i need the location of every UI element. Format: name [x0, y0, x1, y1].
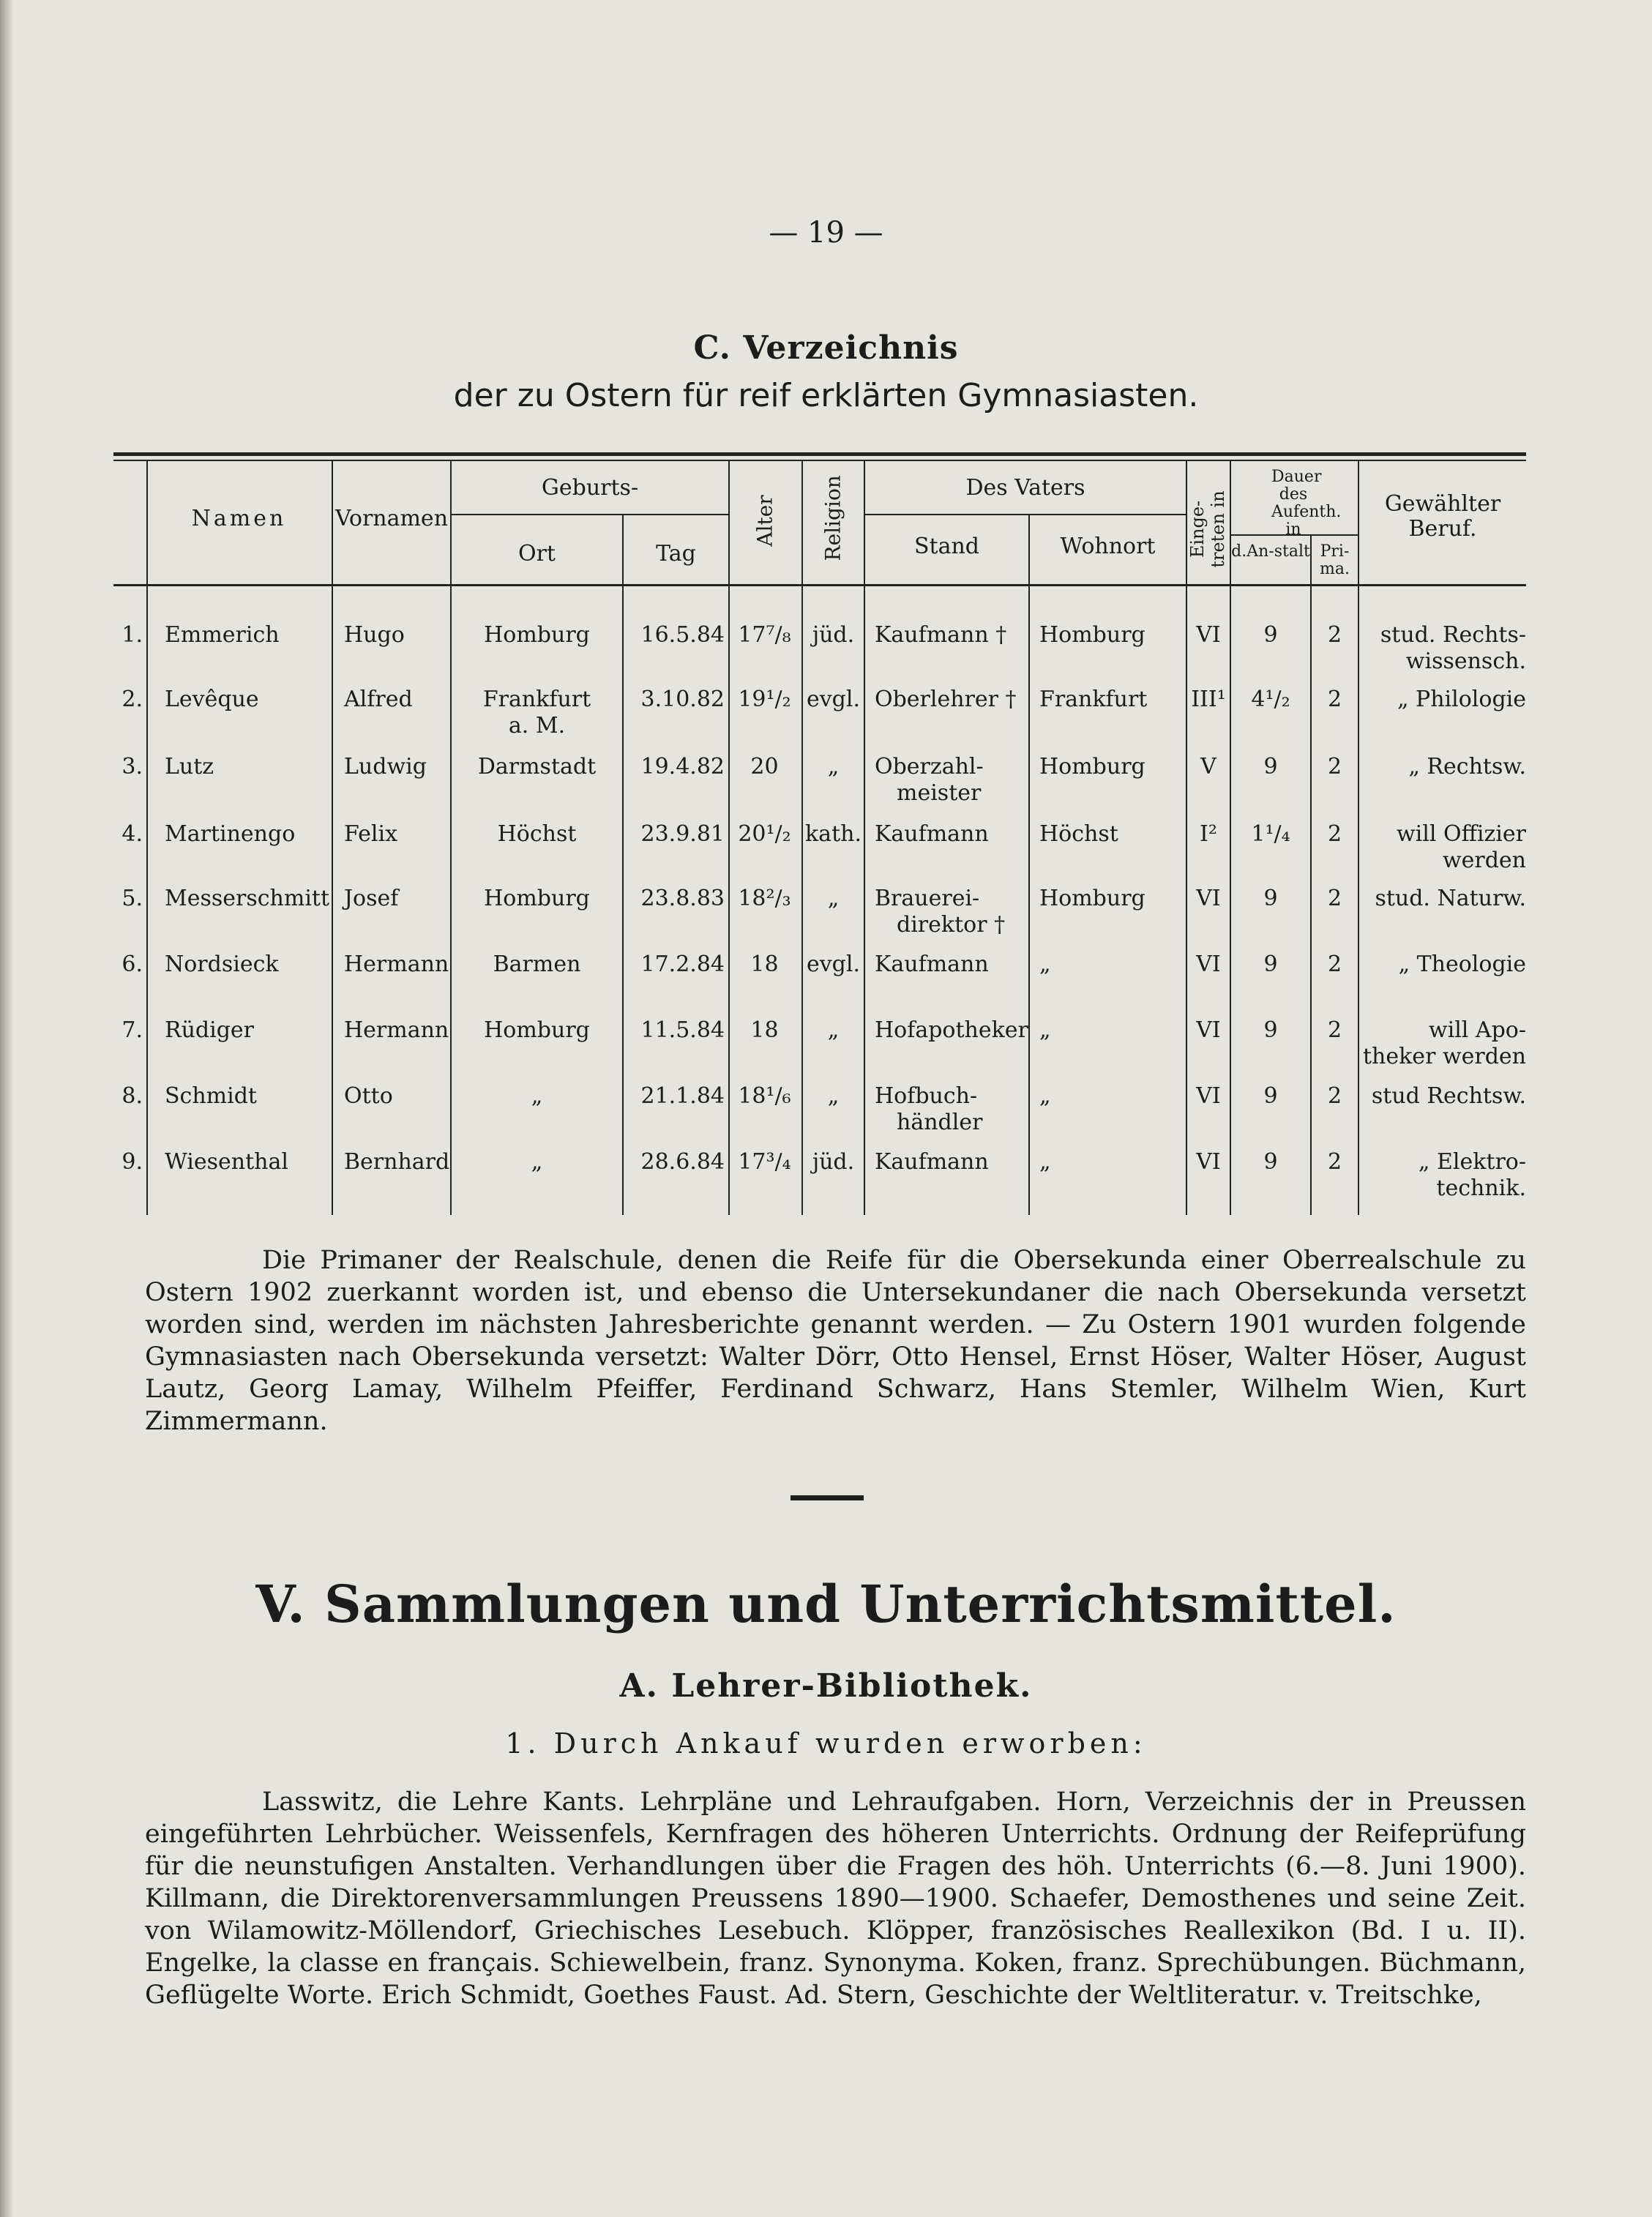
cell-beruf: „ Elektro-	[1418, 1149, 1526, 1175]
cell-religion: kath.	[805, 821, 861, 847]
cell-beruf: will Apo-	[1428, 1017, 1526, 1043]
cell-alter: 18²/₃	[738, 886, 791, 911]
cell-name: Lutz	[165, 754, 214, 779]
cell-stand: Brauerei-	[875, 886, 980, 911]
cell-prima: 2	[1327, 1149, 1342, 1175]
cell-name: Schmidt	[165, 1083, 257, 1109]
cell-beruf2: werden	[1442, 848, 1526, 873]
realschule-paragraph	[145, 1244, 1526, 1438]
header-prima: Pri-ma.	[1320, 542, 1350, 578]
cell-stand: Kaufmann	[875, 821, 989, 847]
cell-nr: 3.	[122, 754, 143, 779]
cell-eingetreten: VI	[1196, 1149, 1221, 1175]
cell-anstalt: 9	[1263, 1083, 1278, 1109]
cell-tag: 3.10.82	[640, 687, 725, 712]
realschule-text: Die Primaner der Realschule, denen die Reife für die Obersekunda einer Oberrealschule zu Ostern 1902 zuerkannt worden ist, und ebenso die Untersekundaner die nach Obersekunda versetzt worden sind, werden im nächsten Jahresberichte genannt werden. — Zu Ostern 1901 wurden folgende Gymnasiasten nach Obersekunda versetzt: Walter Dörr, Otto Hensel, Ernst Höser, Walter Höser, August Lautz, Georg Lamay, Wilhelm Pfeiffer, Ferdinand Schwarz, Hans Stemler, Wilhelm Wien, Kurt Zimmermann.	[145, 1246, 1526, 1436]
cell-beruf2: technik.	[1436, 1175, 1526, 1201]
cell-prima: 2	[1327, 687, 1342, 712]
cell-stand: Kaufmann	[875, 952, 989, 977]
cell-alter: 18¹/₆	[738, 1083, 791, 1109]
cell-stand: Hofapotheker	[875, 1017, 1028, 1043]
page-number: — 19 —	[769, 216, 883, 250]
header-dauer: Dauer des Aufenth. in	[1271, 468, 1342, 539]
header-geburts: Geburts-	[541, 475, 639, 501]
cell-tag: 17.2.84	[640, 952, 725, 977]
geburts-sub-rule	[450, 514, 728, 515]
cell-beruf: „ Rechtsw.	[1408, 754, 1526, 779]
cell-anstalt: 9	[1263, 1149, 1278, 1175]
cell-alter: 19¹/₂	[738, 687, 791, 712]
cell-tag: 16.5.84	[640, 622, 725, 648]
header-tag: Tag	[656, 541, 696, 567]
cell-eingetreten: V	[1200, 754, 1216, 779]
header-ort: Ort	[518, 541, 556, 567]
cell-tag: 11.5.84	[640, 1017, 725, 1043]
cell-vorname: Ludwig	[344, 754, 427, 779]
cell-nr: 8.	[122, 1083, 143, 1109]
cell-stand2: meister	[897, 780, 982, 806]
cell-tag: 23.9.81	[640, 821, 725, 847]
col-line	[146, 461, 148, 1215]
cell-beruf2: theker werden	[1363, 1044, 1526, 1069]
cell-religion: „	[827, 886, 840, 911]
header-wohnort: Wohnort	[1060, 534, 1156, 559]
cell-religion: jüd.	[812, 622, 855, 648]
cell-religion: „	[827, 1083, 840, 1109]
cell-anstalt: 9	[1263, 886, 1278, 911]
cell-vorname: Hermann	[344, 952, 449, 977]
cell-beruf: „ Theologie	[1398, 952, 1526, 977]
cell-name: Rüdiger	[165, 1017, 255, 1043]
cell-wohnort: „	[1039, 1017, 1051, 1043]
cell-anstalt: 4¹/₂	[1251, 687, 1290, 712]
table-top-rule	[113, 452, 1526, 456]
cell-ort: Darmstadt	[477, 754, 597, 779]
cell-wohnort: „	[1039, 952, 1051, 977]
header-des-vaters: Des Vaters	[965, 475, 1085, 501]
cell-wohnort: Homburg	[1039, 754, 1145, 779]
cell-anstalt: 9	[1263, 952, 1278, 977]
header-religion: Religion	[821, 475, 845, 561]
cell-eingetreten: VI	[1196, 1017, 1221, 1043]
header-stand: Stand	[913, 534, 980, 559]
cell-ort: Homburg	[484, 622, 590, 648]
cell-vorname: Hugo	[344, 622, 405, 648]
cell-vorname: Felix	[344, 821, 398, 847]
cell-ort2: a. M.	[508, 713, 566, 739]
cell-beruf: will Offizier	[1397, 821, 1526, 847]
cell-ort: „	[531, 1083, 543, 1109]
cell-wohnort: Frankfurt	[1039, 687, 1148, 712]
cell-wohnort: Homburg	[1039, 622, 1145, 648]
cell-eingetreten: VI	[1196, 952, 1221, 977]
section-subtitle: der zu Ostern für reif erklärten Gymnasiasten.	[453, 377, 1199, 414]
cell-ort: Homburg	[484, 886, 590, 911]
header-d-anstalt: d.An-stalt	[1231, 542, 1310, 561]
cell-tag: 23.8.83	[640, 886, 725, 911]
cell-stand: Hofbuch-	[875, 1083, 978, 1109]
table-header-rule	[113, 584, 1526, 586]
cell-eingetreten: VI	[1196, 886, 1221, 911]
cell-nr: 1.	[122, 622, 143, 648]
cell-nr: 2.	[122, 687, 143, 712]
header-vornamen: Vornamen	[334, 506, 449, 531]
cell-name: Nordsieck	[165, 952, 279, 977]
cell-tag: 28.6.84	[640, 1149, 725, 1175]
cell-alter: 17⁷/₈	[738, 622, 791, 648]
cell-wohnort: Homburg	[1039, 886, 1145, 911]
cell-alter: 20	[750, 754, 779, 779]
cell-anstalt: 9	[1263, 754, 1278, 779]
cell-name: Wiesenthal	[165, 1149, 288, 1175]
acquisitions-paragraph	[145, 1786, 1526, 2011]
cell-anstalt: 9	[1263, 622, 1278, 648]
col-line	[332, 461, 333, 1215]
section-divider	[791, 1495, 864, 1500]
cell-ort: Frankfurt	[482, 687, 591, 712]
cell-tag: 21.1.84	[640, 1083, 725, 1109]
cell-nr: 5.	[122, 886, 143, 911]
cell-beruf2: wissensch.	[1405, 648, 1526, 674]
cell-stand: Kaufmann	[875, 1149, 989, 1175]
header-eingetreten: Einge-treten in	[1187, 490, 1228, 568]
cell-nr: 4.	[122, 821, 143, 847]
cell-alter: 20¹/₂	[738, 821, 791, 847]
cell-nr: 6.	[122, 952, 143, 977]
cell-anstalt: 1¹/₄	[1251, 821, 1290, 847]
cell-eingetreten: VI	[1196, 1083, 1221, 1109]
cell-stand2: händler	[897, 1110, 983, 1135]
cell-alter: 17³/₄	[738, 1149, 791, 1175]
cell-anstalt: 9	[1263, 1017, 1278, 1043]
cell-nr: 9.	[122, 1149, 143, 1175]
cell-nr: 7.	[122, 1017, 143, 1043]
cell-name: Messerschmitt	[165, 886, 330, 911]
cell-ort: „	[531, 1149, 543, 1175]
cell-stand2: direktor †	[897, 912, 1006, 938]
header-alter: Alter	[752, 495, 777, 547]
cell-prima: 2	[1327, 1017, 1342, 1043]
cell-stand: Kaufmann †	[875, 622, 1007, 648]
cell-vorname: Hermann	[344, 1017, 449, 1043]
cell-eingetreten: I²	[1200, 821, 1217, 847]
main-heading: V. Sammlungen und Unterrichtsmittel.	[255, 1574, 1397, 1634]
vaters-sub-rule	[864, 514, 1186, 515]
acquisitions-text: Lasswitz, die Lehre Kants. Lehrpläne und Lehraufgaben. Horn, Verzeichnis der in Preussen eingeführten Lehrbücher. Weissenfels, Kernfragen des höheren Unterrichts. Ordnung der Reifeprüfung für die neunstufigen Anstalten. Verhandlungen über die Fragen des höh. Unterrichts (6.—8. Juni 1900). Killmann, die Direktorenversammlungen Preussens 1890—1900. Schaefer, Demosthenes und seine Zeit. von Wilamowitz-Möllendorf, Griechisches Lesebuch. Klöpper, französisches Reallexikon (Bd. I u. II). Engelke, la classe en français. Schiewelbein, franz. Synonyma. Koken, franz. Sprechübungen. Büchmann, Geflügelte Worte. Erich Schmidt, Goethes Faust. Ad. Stern, Geschichte der Weltliteratur. v. Treitschke,	[145, 1787, 1526, 2010]
cell-vorname: Otto	[344, 1083, 393, 1109]
col-line	[864, 461, 865, 1215]
cell-prima: 2	[1327, 821, 1342, 847]
cell-ort: Homburg	[484, 1017, 590, 1043]
col-line	[1358, 461, 1359, 1215]
cell-religion: „	[827, 754, 840, 779]
cell-beruf: stud. Rechts-	[1380, 622, 1526, 648]
cell-wohnort: Höchst	[1039, 821, 1118, 847]
cell-alter: 18	[750, 1017, 779, 1043]
cell-name: Levêque	[165, 687, 259, 712]
header-namen: Namen	[191, 506, 287, 531]
cell-wohnort: „	[1039, 1083, 1051, 1109]
cell-alter: 18	[750, 952, 779, 977]
cell-prima: 2	[1327, 1083, 1342, 1109]
cell-beruf: „ Philologie	[1397, 687, 1526, 712]
cell-prima: 2	[1327, 952, 1342, 977]
cell-name: Emmerich	[165, 622, 280, 648]
cell-religion: evgl.	[806, 687, 861, 712]
cell-vorname: Bernhard	[344, 1149, 450, 1175]
cell-vorname: Alfred	[344, 687, 413, 712]
cell-eingetreten: VI	[1196, 622, 1221, 648]
header-beruf: Gewählter Beruf.	[1384, 491, 1501, 542]
cell-wohnort: „	[1039, 1149, 1051, 1175]
cell-stand: Oberlehrer †	[875, 687, 1017, 712]
cell-eingetreten: III¹	[1191, 687, 1226, 712]
list-heading: 1. Durch Ankauf wurden erworben:	[505, 1727, 1147, 1760]
section-title: C. Verzeichnis	[693, 329, 959, 367]
table-top-rule-thin	[113, 460, 1526, 461]
cell-religion: evgl.	[806, 952, 861, 977]
cell-religion: „	[827, 1017, 840, 1043]
sub-heading: A. Lehrer-Bibliothek.	[619, 1667, 1033, 1705]
cell-prima: 2	[1327, 622, 1342, 648]
cell-religion: jüd.	[812, 1149, 855, 1175]
cell-vorname: Josef	[344, 886, 399, 911]
cell-name: Martinengo	[165, 821, 296, 847]
cell-stand: Oberzahl-	[875, 754, 984, 779]
cell-ort: Höchst	[497, 821, 577, 847]
cell-beruf: stud. Naturw.	[1375, 886, 1526, 911]
cell-prima: 2	[1327, 886, 1342, 911]
cell-beruf: stud Rechtsw.	[1371, 1083, 1526, 1109]
cell-prima: 2	[1327, 754, 1342, 779]
cell-ort: Barmen	[493, 952, 581, 977]
col-line	[622, 515, 624, 1215]
cell-tag: 19.4.82	[640, 754, 725, 779]
